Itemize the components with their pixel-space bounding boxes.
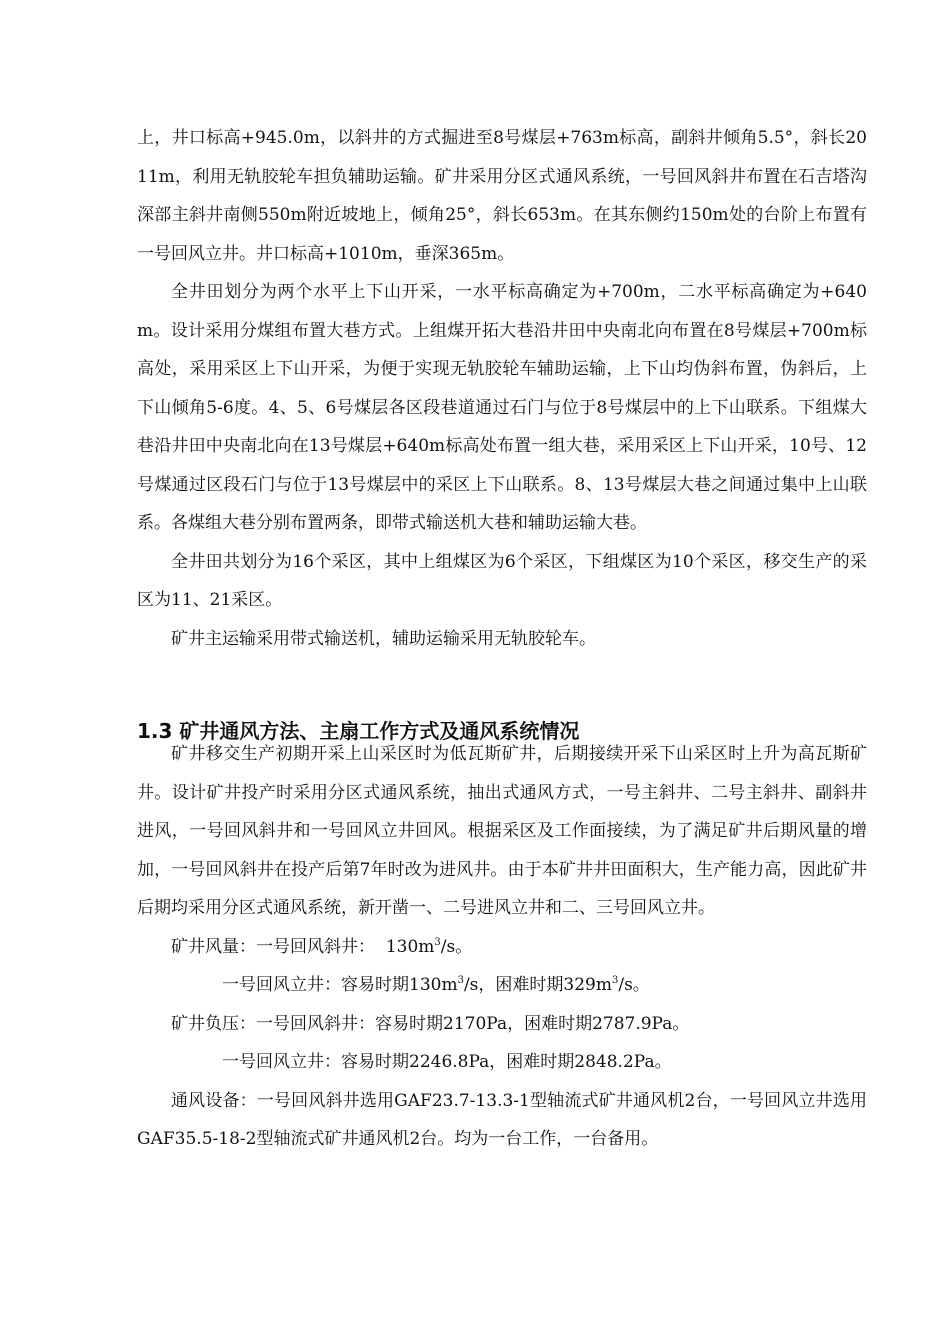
pressure-line-2: 一号回风立井：容易时期2246.8Pa，困难时期2848.2Pa。: [222, 1052, 672, 1072]
shaft-end: /s。: [618, 975, 650, 995]
air-volume-incline-value: 130m: [385, 936, 435, 957]
paragraph: 矿井移交生产初期开采上山采区时为低瓦斯矿井，后期接续开采下山采区时上升为高瓦斯矿井。设计矿井投产时采用分区式通风系统，抽出式通风方式，一号主斜井、二号主斜井、副斜井进风，一号回风斜井和一号回风立井回风。根据采区及工作面接续，为了满足矿井后期风量的增加，一号回风斜井在投产后第7年时改为进风井。由于本矿井井田面积大，生产能力高，因此矿井后期均采用分区式通风系统，新开凿一、二号进风立井和二、三号回风立井。: [137, 744, 867, 918]
superscript: 3: [611, 975, 619, 986]
pressure-line-1: 矿井负压：一号回风斜井：容易时期2170Pa，困难时期2787.9Pa。: [171, 1013, 690, 1034]
shaft-mid: /s，困难时期329m: [463, 975, 612, 995]
paragraph: 矿井主运输采用带式输送机，辅助运输采用无轨胶轮车。: [171, 628, 596, 649]
air-volume-label: 矿井风量：一号回风斜井：: [171, 936, 375, 957]
paragraph: 全井田划分为两个水平上下山开采，一水平标高确定为+700m，二水平标高确定为+640m。设计采用分煤组布置大巷方式。上组煤开拓大巷沿井田中央南北向布置在8号煤层+700m标高处，采用采区上下山开采，为便于实现无轨胶轮车辅助运输，上下山均伪斜布置，伪斜后，上下山倾角5-6度。4、5、6号煤层各区段巷道通过石门与位于8号煤层中的上下山联系。下组煤大巷沿井田中央南北向在13号煤层+640m标高处布置一组大巷，采用采区上下山开采，10号、12号煤通过区段石门与位于13号煤层中的采区上下山联系。8、13号煤层大巷之间通过集中上山联系。各煤组大巷分别布置两条，即带式输送机大巷和辅助运输大巷。: [137, 282, 867, 533]
superscript: 3: [434, 936, 441, 948]
shaft-label: 一号回风立井：容易时期130m: [222, 975, 458, 995]
unit-suffix: /s。: [440, 936, 473, 957]
body-text-section-b: [137, 735, 867, 1159]
air-volume-shaft-line: [137, 966, 867, 1005]
paragraph-continued: 上，井口标高+945.0m，以斜井的方式掘进至8号煤层+763m标高，副斜井倾角5.5°，斜长2011m，利用无轨胶轮车担负辅助运输。矿井采用分区式通风系统，一号回风斜井布置在石吉塔沟深部主斜井南侧550m附近坡地上，倾角25°，斜长653m。在其东侧约150m处的台阶上布置有一号回风立井。井口标高+1010m，垂深365m。: [137, 128, 867, 264]
equipment-paragraph: 通风设备：一号回风斜井选用GAF23.7-13.3-1型轴流式矿井通风机2台，一号回风立井选用GAF35.5-18-2型轴流式矿井通风机2台。均为一台工作，一台备用。: [137, 1090, 867, 1149]
air-volume-line: [137, 928, 867, 967]
section-heading: 1.3 矿井通风方法、主扇工作方式及通风系统情况: [137, 719, 580, 743]
body-text-section-a: [137, 119, 867, 658]
paragraph: 全井田共划分为16个采区，其中上组煤区为6个采区，下组煤区为10个采区，移交生产的采区为11、21采区。: [137, 551, 867, 610]
superscript: 3: [457, 975, 464, 986]
